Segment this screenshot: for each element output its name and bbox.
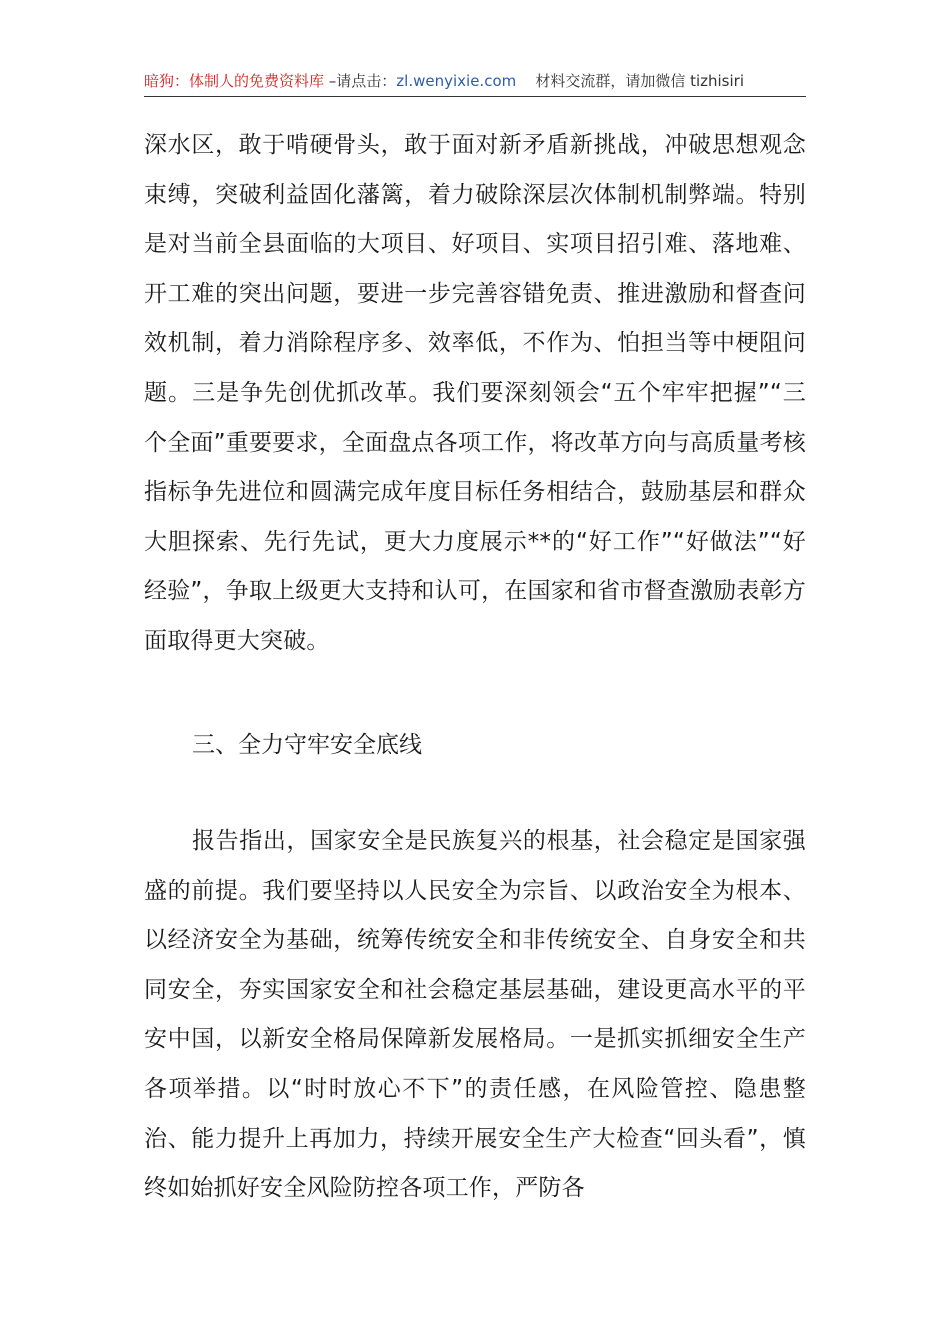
header-brand: 暗狗：体制人的免费资料库 bbox=[144, 72, 325, 90]
header-link[interactable]: zl.wenyixie.com bbox=[396, 72, 517, 90]
header-prompt: –请点击： bbox=[324, 72, 397, 90]
section-heading: 三、全力守牢安全底线 bbox=[192, 732, 422, 758]
paragraph-1: 深水区，敢于啃硬骨头，敢于面对新矛盾新挑战，冲破思想观念束缚，突破利益固化藩篱，着力破除深层次体制机制弊端。特别是对当前全县面临的大项目、好项目、实项目招引难、落地难、开工难的突出问题，要进一步完善容错免责、推进激励和督查问效机制，着力消除程序多、效率低，不作为、怕担当等中梗阻问题。三是争先创优抓改革。我们要深刻领会“五个牢牢把握”“三个全面”重要要求，全面盘点各项工作，将改革方向与高质量考核指标争先进位和圆满完成年度目标任务相结合，鼓励基层和群众大胆探索、先行先试，更大力度展示**的“好工作”“好做法”“好经验”，争取上级更大支持和认可，在国家和省市督查激励表彰方面取得更大突破。 bbox=[144, 132, 806, 654]
paragraph-2: 报告指出，国家安全是民族复兴的根基，社会稳定是国家强盛的前提。我们要坚持以人民安全为宗旨、以政治安全为根本、以经济安全为基础，统筹传统安全和非传统安全、自身安全和共同安全，夯实国家安全和社会稳定基层基础，建设更高水平的平安中国，以新安全格局保障新发展格局。一是抓实抓细安全生产各项举措。以“时时放心不下”的责任感，在风险管控、隐患整治、能力提升上再加力，持续开展安全生产大检查“回头看”，慎终如始抓好安全风险防控各项工作，严防各 bbox=[144, 828, 806, 1202]
header-wechat-note: 材料交流群，请加微信 tizhisiri bbox=[535, 72, 744, 90]
page-header bbox=[144, 66, 806, 97]
